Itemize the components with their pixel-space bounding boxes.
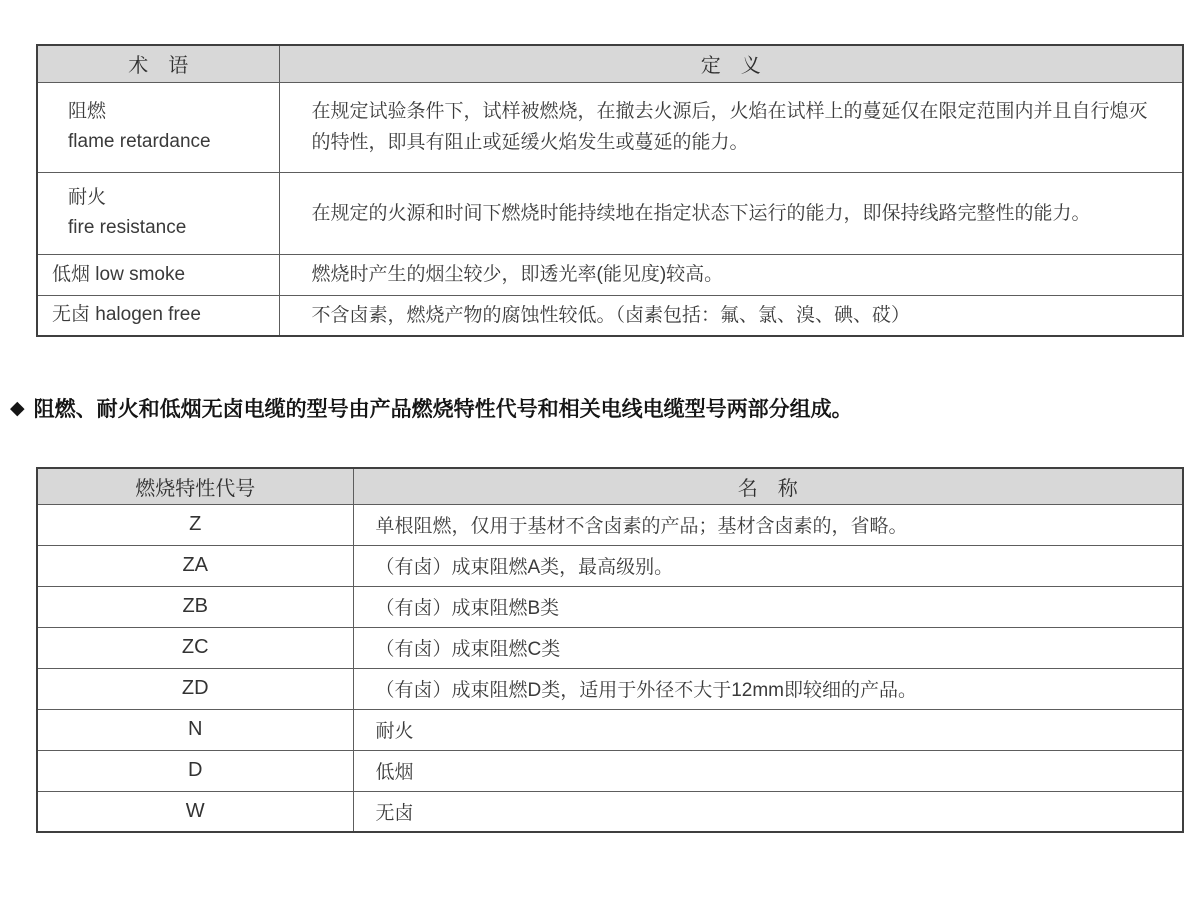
name-cell: 耐火	[353, 709, 1183, 750]
definition-cell: 在规定的火源和时间下燃烧时能持续地在指定状态下运行的能力，即保持线路完整性的能力。	[279, 172, 1183, 254]
table-row	[37, 627, 1183, 668]
code-cell: N	[37, 709, 353, 750]
terminology-table-header	[37, 45, 1183, 82]
term-column-header: 术 语	[37, 45, 279, 82]
code-cell: ZC	[37, 627, 353, 668]
flame-characteristic-code-table	[36, 467, 1184, 833]
name-cell: （有卤）成束阻燃B类	[353, 586, 1183, 627]
header-row	[37, 45, 1183, 82]
table-row	[37, 82, 1183, 172]
code-cell: Z	[37, 504, 353, 545]
term-line: 低烟 low smoke	[52, 263, 186, 285]
terminology-table	[36, 44, 1184, 337]
code-cell: ZA	[37, 545, 353, 586]
name-cell: （有卤）成束阻燃C类	[353, 627, 1183, 668]
name-cell: 单根阻燃，仅用于基材不含卤素的产品；基材含卤素的，省略。	[353, 504, 1183, 545]
code-cell: ZB	[37, 586, 353, 627]
definition-cell: 在规定试验条件下，试样被燃烧，在撤去火源后，火焰在试样上的蔓延仅在限定范围内并且自行熄灭的特性，即具有阻止或延缓火焰发生或蔓延的能力。	[279, 82, 1183, 172]
code-cell: W	[37, 791, 353, 832]
term-line: flame retardance	[68, 131, 211, 152]
term-line: 耐火	[68, 187, 107, 208]
terminology-table-body	[37, 82, 1183, 336]
table-row	[37, 668, 1183, 709]
term-cell	[37, 295, 279, 336]
code-column-header: 燃烧特性代号	[37, 468, 353, 504]
term-cell	[37, 82, 279, 172]
name-cell: （有卤）成束阻燃D类，适用于外径不大于12mm即较细的产品。	[353, 668, 1183, 709]
term-line: 阻燃	[68, 101, 107, 122]
name-cell: 低烟	[353, 750, 1183, 791]
code-cell: D	[37, 750, 353, 791]
header-row	[37, 468, 1183, 504]
table-row	[37, 750, 1183, 791]
name-cell: （有卤）成束阻燃A类，最高级别。	[353, 545, 1183, 586]
term-cell	[37, 254, 279, 295]
name-column-header: 名 称	[353, 468, 1183, 504]
table-row	[37, 172, 1183, 254]
table-row	[37, 545, 1183, 586]
table-row	[37, 791, 1183, 832]
term-cell	[37, 172, 279, 254]
term-line: fire resistance	[68, 217, 187, 238]
table-row	[37, 586, 1183, 627]
table-row	[37, 709, 1183, 750]
definition-cell: 不含卤素，燃烧产物的腐蚀性较低。（卤素包括：氟、氯、溴、碘、砹）	[279, 295, 1183, 336]
name-cell: 无卤	[353, 791, 1183, 832]
table-row	[37, 254, 1183, 295]
code-table-header	[37, 468, 1183, 504]
table-row	[37, 504, 1183, 545]
table-row	[37, 295, 1183, 336]
code-cell: ZD	[37, 668, 353, 709]
diamond-bullet-icon: ◆	[10, 397, 25, 419]
definition-cell: 燃烧时产生的烟尘较少，即透光率(能见度)较高。	[279, 254, 1183, 295]
term-line: 无卤 halogen free	[52, 304, 201, 326]
definition-column-header: 定 义	[279, 45, 1183, 82]
section-bullet-statement	[10, 393, 853, 423]
bullet-text: 阻燃、耐火和低烟无卤电缆的型号由产品燃烧特性代号和相关电线电缆型号两部分组成。	[33, 398, 853, 421]
code-table-body	[37, 504, 1183, 832]
